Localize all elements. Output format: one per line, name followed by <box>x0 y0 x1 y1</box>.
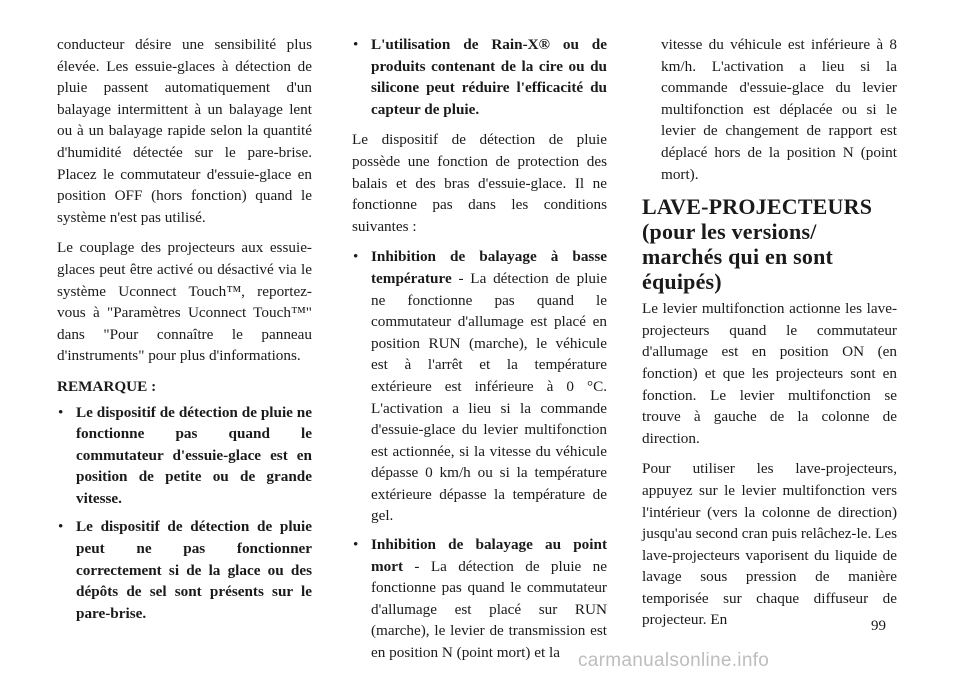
condition-item-neutral <box>352 534 607 664</box>
paragraph-washer-usage: Pour utiliser les lave-projecteurs, appuyez sur le levier multifonction vers l'intérieur (vers la colonne de direction) jusqu'au second cran puis relâchez-le. Les lave-projecteurs vaporisent du liquide de lavage sous pression de manière temporisée sur chaque diffuseur de projecteur. En <box>642 460 897 629</box>
section-heading-headlamp-washers: LAVE-PROJECTEURS (pour les versions/ marchés qui en sont équipés) <box>642 194 873 295</box>
condition-text: - La détection de pluie ne fonctionne pas quand le commutateur d'allumage est placé sur RUN (marche), le levier de transmission est en position N (point mort) et la <box>371 557 607 662</box>
paragraph-headlamp-coupling: Le couplage des projecteurs aux essuie-glaces peut être activé ou désactivé via le système Uconnect Touch™, reportez-vous à "Paramètres Uconnect Touch™" dans "Pour connaître le panneau d'instruments" pour plus d'informations. <box>57 239 312 365</box>
condition-item-low-temp <box>352 246 607 527</box>
condition-title: Inhibition de balayage au point mort <box>371 536 607 575</box>
remark-list-continued <box>352 34 607 120</box>
condition-title: Inhibition de balayage à basse température <box>371 248 607 287</box>
column-left <box>57 34 312 633</box>
remark-label: REMARQUE : <box>57 377 157 395</box>
column-right <box>642 34 897 640</box>
conditions-list <box>352 246 607 663</box>
paragraph-protection: Le dispositif de détection de pluie possède une fonction de protection des balais et des bras d'essuie-glace. Il ne fonctionne pas dans les conditions suivantes : <box>352 131 607 235</box>
watermark-logo: carmanualsonline.info <box>578 650 770 671</box>
remark-item: • Le dispositif de détection de pluie peut ne pas fonctionner correctement si de la glace ou des dépôts de sel sont présents sur le pare-brise. <box>57 516 312 624</box>
condition-text-continued: vitesse du véhicule est inférieure à 8 km/h. L'activation a lieu si la commande d'essuie-glace du levier multifonction est déplacée ou si le levier de changement de rapport est déplacé hors de la position N (point mort). <box>661 36 897 183</box>
page-number: 99 <box>871 618 886 634</box>
remark-item: • Le dispositif de détection de pluie ne fonctionne pas quand le commutateur d'essuie-glace est en position de petite ou de grande vitesse. <box>57 402 312 510</box>
paragraph-washer-lever: Le levier multifonction actionne les lave-projecteurs quand le commutateur d'allumage est en position ON (en fonction) et que les projecteurs sont en fonction. Le levier multifonction se trouve à gauche de la colonne de direction. <box>642 300 897 447</box>
remark-item: • L'utilisation de Rain-X® ou de produits contenant de la cire ou du silicone peut réduire l'efficacité du capteur de pluie. <box>352 34 607 120</box>
remark-list <box>57 402 312 625</box>
condition-text: - La détection de pluie ne fonctionne pas quand le commutateur d'allumage est placé en position RUN (marche), le véhicule est à l'arrêt et la température extérieure est inférieure à 0 °C. L'activation a lieu si la commande d'essuie-glace du levier multifonction est actionnée, si la vitesse du véhicule dépasse 0 km/h ou si la température extérieure dépasse la température de gel. <box>371 269 607 525</box>
column-middle <box>352 34 607 673</box>
paragraph-rain-sensitivity: conducteur désire une sensibilité plus élevée. Les essuie-glaces à détection de pluie passent automatiquement d'un balayage intermittent à un balayage lent ou à un balayage rapide selon la quantité d'humidité détectée sur le pare-brise. Placez le commutateur d'essuie-glace en position OFF (hors fonction) quand le système n'est pas utilisé. <box>57 36 312 226</box>
